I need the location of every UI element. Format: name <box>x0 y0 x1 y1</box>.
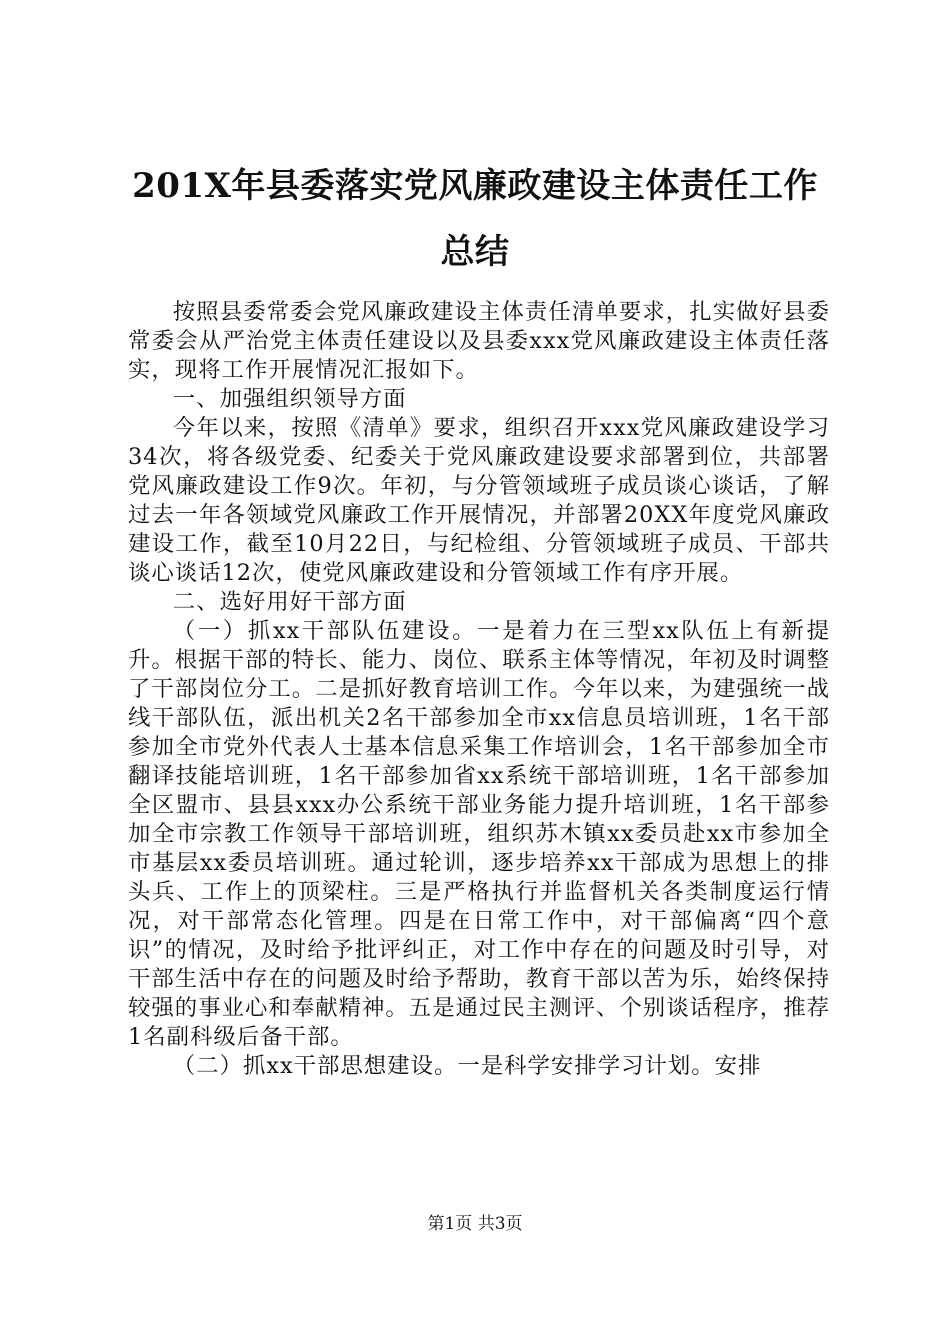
body-paragraph: （二）抓xx干部思想建设。一是科学安排学习计划。安排 <box>172 1053 762 1079</box>
body-paragraph: （一）抓xx干部队伍建设。一是着力在三型xx队伍上有新提升。根据干部的特长、能力、岗位、联系主体等情况，年初及时调整了干部岗位分工。二是抓好教育培训工作。今年以来，为建强统一战线干部队伍，派出机关2名干部参加全市xx信息员培训班，1名干部参加全市党外代表人士基本信息采集工作培训会，1名干部参加全市翻译技能培训班，1名干部参加省xx系统干部培训班，1名干部参加全区盟市、县县xxx办公系统干部业务能力提升培训班，1名干部参加全市宗教工作领导干部培训班，组织苏木镇xx委员赴xx市参加全市基层xx委员培训班。通过轮训，逐步培养xx干部成为思想上的排头兵、工作上的顶梁柱。三是严格执行并监督机关各类制度运行情况，对干部常态化管理。四是在日常工作中，对干部偏离“四个意识”的情况，及时给予批评纠正，对工作中存在的问题及时引导，对干部生活中存在的问题及时给予帮助，教育干部以苦为乐，始终保持较强的事业心和奉献精神。五是通过民主测评、个别谈话程序，推荐1名副科级后备干部。 <box>128 618 830 1050</box>
page-number-footer: 第1页 共3页 <box>427 1214 523 1234</box>
body-paragraph: 今年以来，按照《清单》要求，组织召开xxx党风廉政建设学习34次，将各级党委、纪委关于党风廉政建设要求部署到位，共部署党风廉政建设工作9次。年初，与分管领域班子成员谈心谈话，了解过去一年各领域党风廉政工作开展情况，并部署20XX年度党风廉政建设工作，截至10月22日，与纪检组、分管领域班子成员、干部共谈心谈话12次，使党风廉政建设和分管领域工作有序开展。 <box>128 415 830 586</box>
intro-paragraph: 按照县委常委会党风廉政建设主体责任清单要求，扎实做好县委常委会从严治党主体责任建设以及县委xxx党风廉政建设主体责任落实，现将工作开展情况汇报如下。 <box>128 299 830 383</box>
document-body <box>128 298 830 1081</box>
section-heading-1: 一、加强组织领导方面 <box>172 386 407 412</box>
document-title-line-1: 201X年县委落实党风廉政建设主体责任工作 <box>132 166 818 206</box>
document-title-line-2: 总结 <box>440 232 510 272</box>
section-heading-2: 二、选好用好干部方面 <box>172 589 407 615</box>
